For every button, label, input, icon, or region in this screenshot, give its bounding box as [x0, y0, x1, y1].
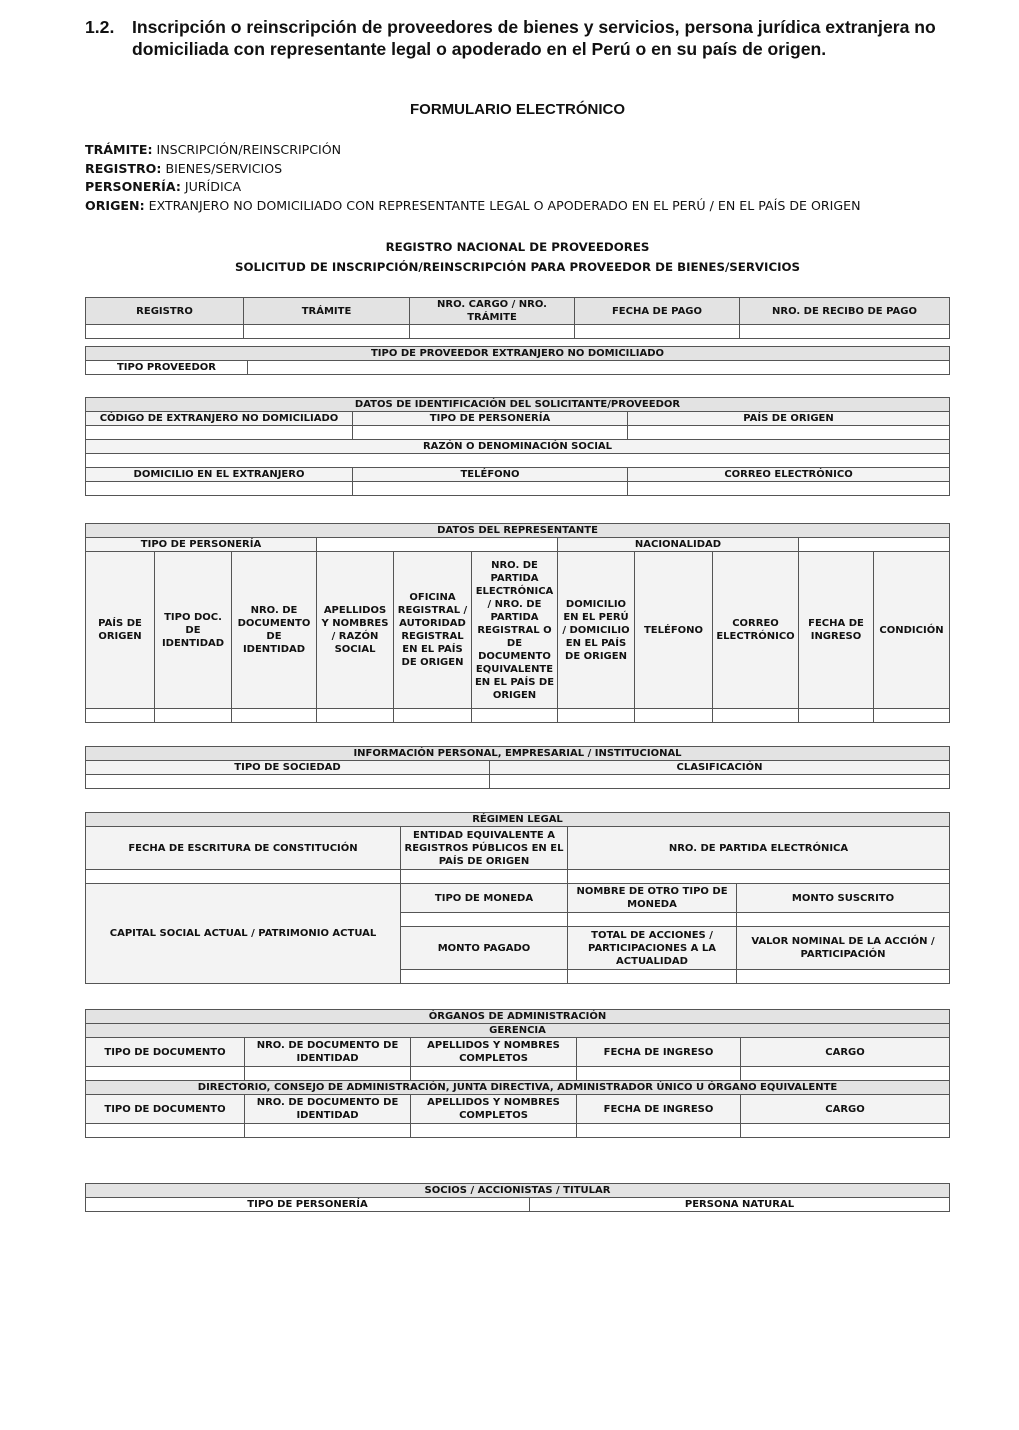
administration-table	[85, 1009, 950, 1138]
domicilio-extranjero-field[interactable]	[86, 482, 353, 496]
ger-field[interactable]	[245, 1067, 411, 1081]
rep-col-pais-origen: PAÍS DE ORIGEN	[86, 552, 155, 709]
dir-col-nro-documento: NRO. DE DOCUMENTO DE IDENTIDAD	[245, 1095, 411, 1124]
tipo-sociedad-header: TIPO DE SOCIEDAD	[86, 761, 490, 775]
rep-field[interactable]	[86, 709, 155, 723]
dir-field[interactable]	[577, 1124, 741, 1138]
legal-regime-title: RÉGIMEN LEGAL	[86, 813, 950, 827]
total-acciones-field[interactable]	[568, 970, 737, 984]
clasificacion-header: CLASIFICACIÓN	[490, 761, 950, 775]
total-acciones-header: TOTAL DE ACCIONES / PARTICIPACIONES A LA ACTUALIDAD	[568, 927, 737, 970]
nro-partida-field[interactable]	[568, 870, 950, 884]
correo-header: CORREO ELECTRÓNICO	[628, 468, 950, 482]
dir-col-fecha-ingreso: FECHA DE INGRESO	[577, 1095, 741, 1124]
rep-field[interactable]	[874, 709, 950, 723]
directorio-title: DIRECTORIO, CONSEJO DE ADMINISTRACIÓN, JUNTA DIRECTIVA, ADMINISTRADOR ÚNICO U ÓRGANO EQUIVALENTE	[86, 1081, 950, 1095]
tipo-proveedor-label: TIPO PROVEEDOR	[86, 361, 248, 375]
rep-tipo-personeria-field[interactable]	[317, 538, 558, 552]
fecha-escritura-header: FECHA DE ESCRITURA DE CONSTITUCIÓN	[86, 827, 401, 870]
monto-pagado-field[interactable]	[401, 970, 568, 984]
tipo-personeria-header: TIPO DE PERSONERÍA	[353, 412, 628, 426]
tramite-field[interactable]	[244, 325, 410, 339]
monto-suscrito-header: MONTO SUSCRITO	[737, 884, 950, 913]
ger-field[interactable]	[86, 1067, 245, 1081]
rep-tipo-personeria-label: TIPO DE PERSONERÍA	[86, 538, 317, 552]
business-info-title: INFORMACIÓN PERSONAL, EMPRESARIAL / INSTITUCIONAL	[86, 747, 950, 761]
monto-suscrito-field[interactable]	[737, 913, 950, 927]
col-nro-recibo: NRO. DE RECIBO DE PAGO	[740, 298, 950, 325]
provider-type-table	[85, 346, 950, 375]
rep-field[interactable]	[155, 709, 232, 723]
registry-subtitle: SOLICITUD DE INSCRIPCIÓN/REINSCRIPCIÓN PARA PROVEEDOR DE BIENES/SERVICIOS	[234, 260, 801, 274]
socios-tipo-personeria-label: TIPO DE PERSONERÍA	[86, 1198, 530, 1212]
section-heading	[85, 16, 951, 60]
codigo-extranjero-header: CÓDIGO DE EXTRANJERO NO DOMICILIADO	[86, 412, 353, 426]
entidad-equivalente-header: ENTIDAD EQUIVALENTE A REGISTROS PÚBLICOS EN EL PAÍS DE ORIGEN	[401, 827, 568, 870]
identification-table	[85, 397, 950, 496]
fecha-escritura-field[interactable]	[86, 870, 401, 884]
pais-origen-field[interactable]	[628, 426, 950, 440]
tramite-value: INSCRIPCIÓN/REINSCRIPCIÓN	[156, 142, 342, 157]
rep-field[interactable]	[635, 709, 713, 723]
col-nro-cargo: NRO. CARGO / NRO. TRÁMITE	[410, 298, 575, 325]
capital-social-label: CAPITAL SOCIAL ACTUAL / PATRIMONIO ACTUAL	[86, 884, 401, 984]
rep-nacionalidad-field[interactable]	[799, 538, 950, 552]
rep-field[interactable]	[799, 709, 874, 723]
dir-field[interactable]	[741, 1124, 950, 1138]
rep-col-correo: CORREO ELECTRÓNICO	[713, 552, 799, 709]
nro-recibo-field[interactable]	[740, 325, 950, 339]
rep-field[interactable]	[394, 709, 472, 723]
pais-origen-header: PAÍS DE ORIGEN	[628, 412, 950, 426]
rep-col-telefono: TELÉFONO	[635, 552, 713, 709]
col-tramite: TRÁMITE	[244, 298, 410, 325]
dir-field[interactable]	[245, 1124, 411, 1138]
representative-title: DATOS DEL REPRESENTANTE	[86, 524, 950, 538]
col-registro: REGISTRO	[86, 298, 244, 325]
business-info-table	[85, 746, 950, 789]
section-title: Inscripción o reinscripción de proveedores de bienes y servicios, persona jurídica extranjera no domiciliada con representante legal o apoderado en el Perú o en su país de origen.	[132, 17, 936, 59]
domicilio-extranjero-header: DOMICILIO EN EL EXTRANJERO	[86, 468, 353, 482]
ger-col-cargo: CARGO	[741, 1038, 950, 1067]
razon-social-header: RAZÓN O DENOMINACIÓN SOCIAL	[86, 440, 950, 454]
registry-table	[85, 297, 950, 339]
origen-label: ORIGEN:	[85, 197, 145, 213]
rep-field[interactable]	[713, 709, 799, 723]
monto-pagado-header: MONTO PAGADO	[401, 927, 568, 970]
dir-col-tipo-documento: TIPO DE DOCUMENTO	[86, 1095, 245, 1124]
rep-nacionalidad-label: NACIONALIDAD	[558, 538, 799, 552]
otro-moneda-header: NOMBRE DE OTRO TIPO DE MONEDA	[568, 884, 737, 913]
valor-nominal-header: VALOR NOMINAL DE LA ACCIÓN / PARTICIPACIÓN	[737, 927, 950, 970]
rep-field[interactable]	[472, 709, 558, 723]
tipo-personeria-field[interactable]	[353, 426, 628, 440]
col-fecha-pago: FECHA DE PAGO	[575, 298, 740, 325]
telefono-field[interactable]	[353, 482, 628, 496]
nro-cargo-field[interactable]	[410, 325, 575, 339]
nro-partida-header: NRO. DE PARTIDA ELECTRÓNICA	[568, 827, 950, 870]
identification-title: DATOS DE IDENTIFICACIÓN DEL SOLICITANTE/PROVEEDOR	[86, 398, 950, 412]
rep-col-domicilio: DOMICILIO EN EL PERÚ / DOMICILIO EN EL PAÍS DE ORIGEN	[558, 552, 635, 709]
rep-field[interactable]	[558, 709, 635, 723]
rep-field[interactable]	[317, 709, 394, 723]
valor-nominal-field[interactable]	[737, 970, 950, 984]
representative-table	[85, 523, 950, 723]
section-number: 1.2.	[85, 17, 115, 37]
registry-title: REGISTRO NACIONAL DE PROVEEDORES	[385, 240, 650, 254]
rep-col-nro-documento: NRO. DE DOCUMENTO DE IDENTIDAD	[232, 552, 317, 709]
registro-value: BIENES/SERVICIOS	[165, 160, 283, 176]
ger-field[interactable]	[741, 1067, 950, 1081]
shareholders-title: SOCIOS / ACCIONISTAS / TITULAR	[86, 1184, 950, 1198]
razon-social-field[interactable]	[86, 454, 950, 468]
rep-field[interactable]	[232, 709, 317, 723]
tipo-sociedad-field[interactable]	[86, 775, 490, 789]
rep-col-nro-partida: NRO. DE PARTIDA ELECTRÓNICA / NRO. DE PARTIDA REGISTRAL O DE DOCUMENTO EQUIVALENTE EN EL PAÍS DE ORIGEN	[472, 552, 558, 709]
procedure-meta	[85, 141, 861, 215]
rep-col-tipo-doc: TIPO DOC. DE IDENTIDAD	[155, 552, 232, 709]
dir-col-cargo: CARGO	[741, 1095, 950, 1124]
dir-col-apellidos: APELLIDOS Y NOMBRES COMPLETOS	[411, 1095, 577, 1124]
administration-title: ÓRGANOS DE ADMINISTRACIÓN	[86, 1010, 950, 1024]
entidad-equivalente-field[interactable]	[401, 870, 568, 884]
dir-field[interactable]	[411, 1124, 577, 1138]
rep-col-apellidos: APELLIDOS Y NOMBRES / RAZÓN SOCIAL	[317, 552, 394, 709]
rep-col-condicion: CONDICIÓN	[874, 552, 950, 709]
otro-moneda-field[interactable]	[568, 913, 737, 927]
registro-field[interactable]	[86, 325, 244, 339]
dir-field[interactable]	[86, 1124, 245, 1138]
form-title: FORMULARIO ELECTRÓNICO	[410, 101, 625, 118]
provider-type-title: TIPO DE PROVEEDOR EXTRANJERO NO DOMICILIADO	[86, 347, 950, 361]
tramite-label: TRÁMITE:	[85, 142, 153, 157]
origen-value: EXTRANJERO NO DOMICILIADO CON REPRESENTANTE LEGAL O APODERADO EN EL PERÚ / EN EL PAÍS DE ORIGEN	[148, 197, 861, 213]
tipo-proveedor-field[interactable]	[248, 361, 950, 375]
registro-label: REGISTRO:	[85, 160, 162, 176]
persona-natural-label: PERSONA NATURAL	[530, 1198, 950, 1212]
ger-field[interactable]	[577, 1067, 741, 1081]
codigo-extranjero-field[interactable]	[86, 426, 353, 440]
ger-col-apellidos: APELLIDOS Y NOMBRES COMPLETOS	[411, 1038, 577, 1067]
tipo-moneda-field[interactable]	[401, 913, 568, 927]
clasificacion-field[interactable]	[490, 775, 950, 789]
rep-col-fecha-ingreso: FECHA DE INGRESO	[799, 552, 874, 709]
fecha-pago-field[interactable]	[575, 325, 740, 339]
tipo-moneda-header: TIPO DE MONEDA	[401, 884, 568, 913]
shareholders-table	[85, 1183, 950, 1212]
ger-col-fecha-ingreso: FECHA DE INGRESO	[577, 1038, 741, 1067]
correo-field[interactable]	[628, 482, 950, 496]
telefono-header: TELÉFONO	[353, 468, 628, 482]
ger-col-nro-documento: NRO. DE DOCUMENTO DE IDENTIDAD	[245, 1038, 411, 1067]
ger-col-tipo-documento: TIPO DE DOCUMENTO	[86, 1038, 245, 1067]
personeria-value: JURÍDICA	[184, 179, 242, 195]
ger-field[interactable]	[411, 1067, 577, 1081]
rep-col-oficina-registral: OFICINA REGISTRAL / AUTORIDAD REGISTRAL EN EL PAÍS DE ORIGEN	[394, 552, 472, 709]
gerencia-title: GERENCIA	[86, 1024, 950, 1038]
personeria-label: PERSONERÍA:	[85, 179, 181, 195]
legal-regime-table	[85, 812, 950, 984]
